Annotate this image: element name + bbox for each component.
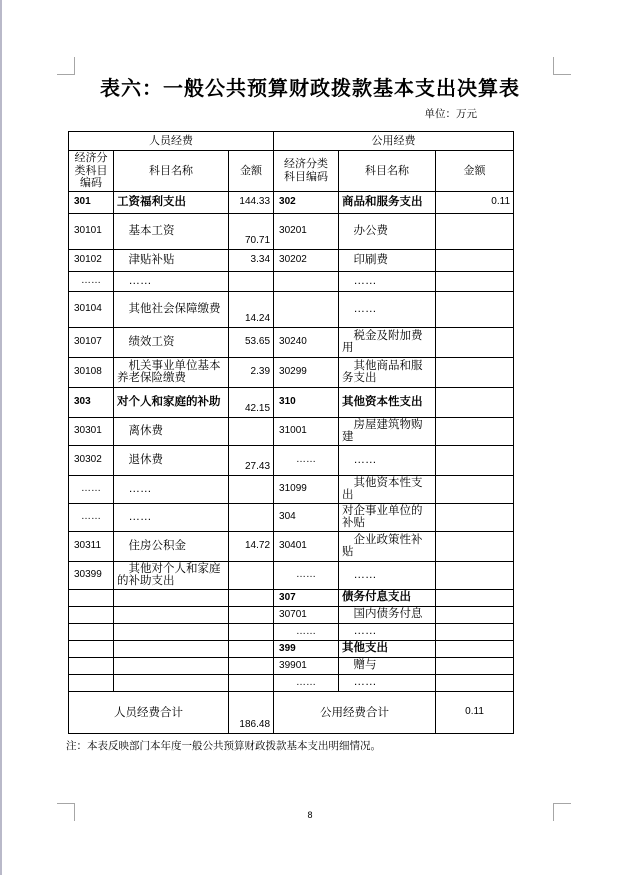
amount-cell [229, 674, 274, 691]
name-cell: …… [114, 271, 229, 291]
group-header-row [69, 132, 514, 151]
code-cell [274, 291, 339, 327]
code-cell [69, 606, 114, 623]
group-header-public: 公用经费 [274, 132, 514, 151]
name-cell [114, 674, 229, 691]
name-cell [114, 606, 229, 623]
col-header-amount-left: 金额 [229, 151, 274, 192]
table-row [69, 561, 514, 589]
name-cell: …… [339, 623, 436, 640]
table-row [69, 387, 514, 417]
name-cell: 税金及附加费用 [339, 327, 436, 357]
public-total-label: 公用经费合计 [274, 691, 436, 733]
name-cell: …… [114, 503, 229, 531]
name-cell: 其他支出 [339, 640, 436, 657]
expenditure-table [68, 131, 514, 734]
amount-cell [229, 640, 274, 657]
code-cell: 31001 [274, 417, 339, 445]
name-cell: 绩效工资 [114, 327, 229, 357]
amount-cell [436, 606, 514, 623]
amount-cell [229, 503, 274, 531]
code-cell: 307 [274, 589, 339, 606]
table-row [69, 623, 514, 640]
page-title: 表六：一般公共预算财政拨款基本支出决算表 [100, 78, 520, 100]
amount-cell [436, 445, 514, 475]
code-cell: …… [69, 475, 114, 503]
name-cell: …… [114, 475, 229, 503]
amount-cell [436, 387, 514, 417]
code-cell: 303 [69, 387, 114, 417]
amount-cell: 2.39 [229, 357, 274, 387]
name-cell: 离休费 [114, 417, 229, 445]
amount-cell: 27.43 [229, 445, 274, 475]
name-cell: 对个人和家庭的补助 [114, 387, 229, 417]
code-cell: 30201 [274, 213, 339, 249]
code-cell: 304 [274, 503, 339, 531]
name-cell: 其他资本性支出 [339, 387, 436, 417]
page-number: 8 [307, 810, 313, 820]
code-cell [69, 674, 114, 691]
code-cell: …… [274, 623, 339, 640]
code-cell: 30104 [69, 291, 114, 327]
name-cell: 其他资本性支出 [339, 475, 436, 503]
code-cell [69, 589, 114, 606]
code-cell: 30301 [69, 417, 114, 445]
table-row [69, 531, 514, 561]
code-cell [69, 657, 114, 674]
code-cell: 30399 [69, 561, 114, 589]
amount-cell: 14.72 [229, 531, 274, 561]
name-cell: …… [339, 291, 436, 327]
amount-cell [436, 674, 514, 691]
amount-cell [436, 271, 514, 291]
amount-cell [436, 589, 514, 606]
column-header-row [69, 151, 514, 192]
table-row [69, 657, 514, 674]
amount-cell [229, 623, 274, 640]
table-row [69, 606, 514, 623]
code-cell: 30302 [69, 445, 114, 475]
table-row [69, 249, 514, 271]
table-row [69, 674, 514, 691]
col-header-amount-right: 金额 [436, 151, 514, 192]
amount-cell [229, 657, 274, 674]
name-cell: 对企事业单位的补贴 [339, 503, 436, 531]
amount-cell [436, 213, 514, 249]
code-cell [69, 640, 114, 657]
code-cell: 30240 [274, 327, 339, 357]
name-cell: …… [339, 271, 436, 291]
group-header-personnel: 人员经费 [69, 132, 274, 151]
name-cell: 国内债务付息 [339, 606, 436, 623]
col-header-code-right: 经济分类科目编码 [274, 151, 339, 192]
code-cell: 30311 [69, 531, 114, 561]
amount-cell: 14.24 [229, 291, 274, 327]
table-row [69, 357, 514, 387]
code-cell: …… [274, 445, 339, 475]
name-cell [114, 623, 229, 640]
table-row [69, 503, 514, 531]
name-cell: 退休费 [114, 445, 229, 475]
code-cell: 310 [274, 387, 339, 417]
name-cell: 房屋建筑物购建 [339, 417, 436, 445]
page-edge [0, 0, 2, 875]
amount-cell [436, 291, 514, 327]
col-header-name-left: 科目名称 [114, 151, 229, 192]
amount-cell [229, 561, 274, 589]
table-row [69, 475, 514, 503]
name-cell: 其他对个人和家庭的补助支出 [114, 561, 229, 589]
name-cell: …… [339, 561, 436, 589]
code-cell: …… [69, 271, 114, 291]
amount-cell [436, 417, 514, 445]
name-cell: 办公费 [339, 213, 436, 249]
name-cell: …… [339, 445, 436, 475]
name-cell: 赠与 [339, 657, 436, 674]
code-cell: 39901 [274, 657, 339, 674]
amount-cell [436, 503, 514, 531]
code-cell: 30202 [274, 249, 339, 271]
total-row [69, 691, 514, 733]
name-cell: 机关事业单位基本养老保险缴费 [114, 357, 229, 387]
code-cell: 31099 [274, 475, 339, 503]
amount-cell [229, 417, 274, 445]
table-row [69, 213, 514, 249]
name-cell [114, 589, 229, 606]
amount-cell [436, 531, 514, 561]
amount-cell: 144.33 [229, 191, 274, 213]
amount-cell [436, 357, 514, 387]
personnel-total-amount: 186.48 [229, 691, 274, 733]
code-cell: …… [274, 561, 339, 589]
table-row [69, 327, 514, 357]
col-header-name-right: 科目名称 [339, 151, 436, 192]
code-cell [274, 271, 339, 291]
table-row [69, 417, 514, 445]
name-cell: …… [339, 674, 436, 691]
name-cell: 其他商品和服务支出 [339, 357, 436, 387]
amount-cell [436, 561, 514, 589]
code-cell: 30102 [69, 249, 114, 271]
table-row [69, 640, 514, 657]
amount-cell: 0.11 [436, 191, 514, 213]
code-cell: 30299 [274, 357, 339, 387]
code-cell: 30108 [69, 357, 114, 387]
code-cell: 30107 [69, 327, 114, 357]
amount-cell [229, 475, 274, 503]
code-cell [69, 623, 114, 640]
amount-cell [436, 327, 514, 357]
amount-cell [436, 623, 514, 640]
name-cell: 印刷费 [339, 249, 436, 271]
amount-cell [436, 249, 514, 271]
table-row [69, 589, 514, 606]
name-cell: 商品和服务支出 [339, 191, 436, 213]
code-cell: …… [69, 503, 114, 531]
code-cell: 302 [274, 191, 339, 213]
name-cell: 工资福利支出 [114, 191, 229, 213]
amount-cell [229, 589, 274, 606]
code-cell: 30101 [69, 213, 114, 249]
table-row [69, 291, 514, 327]
name-cell: 住房公积金 [114, 531, 229, 561]
name-cell: 其他社会保障缴费 [114, 291, 229, 327]
code-cell: 301 [69, 191, 114, 213]
amount-cell [229, 606, 274, 623]
amount-cell: 53.65 [229, 327, 274, 357]
name-cell: 津贴补贴 [114, 249, 229, 271]
amount-cell [229, 271, 274, 291]
personnel-total-label: 人员经费合计 [69, 691, 229, 733]
table-row [69, 445, 514, 475]
code-cell: 30701 [274, 606, 339, 623]
amount-cell [436, 657, 514, 674]
amount-cell: 70.71 [229, 213, 274, 249]
name-cell: 企业政策性补贴 [339, 531, 436, 561]
footnote: 注：本表反映部门本年度一般公共预算财政拨款基本支出明细情况。 [66, 740, 381, 752]
unit-label: 单位：万元 [424, 108, 477, 120]
amount-cell [436, 475, 514, 503]
table-row [69, 191, 514, 213]
code-cell: 30401 [274, 531, 339, 561]
name-cell [114, 640, 229, 657]
name-cell [114, 657, 229, 674]
name-cell: 基本工资 [114, 213, 229, 249]
name-cell: 债务付息支出 [339, 589, 436, 606]
public-total-amount: 0.11 [436, 691, 514, 733]
code-cell: 399 [274, 640, 339, 657]
col-header-code-left: 经济分类科目编码 [69, 151, 114, 192]
amount-cell [436, 640, 514, 657]
code-cell: …… [274, 674, 339, 691]
table-row [69, 271, 514, 291]
amount-cell: 3.34 [229, 249, 274, 271]
amount-cell: 42.15 [229, 387, 274, 417]
